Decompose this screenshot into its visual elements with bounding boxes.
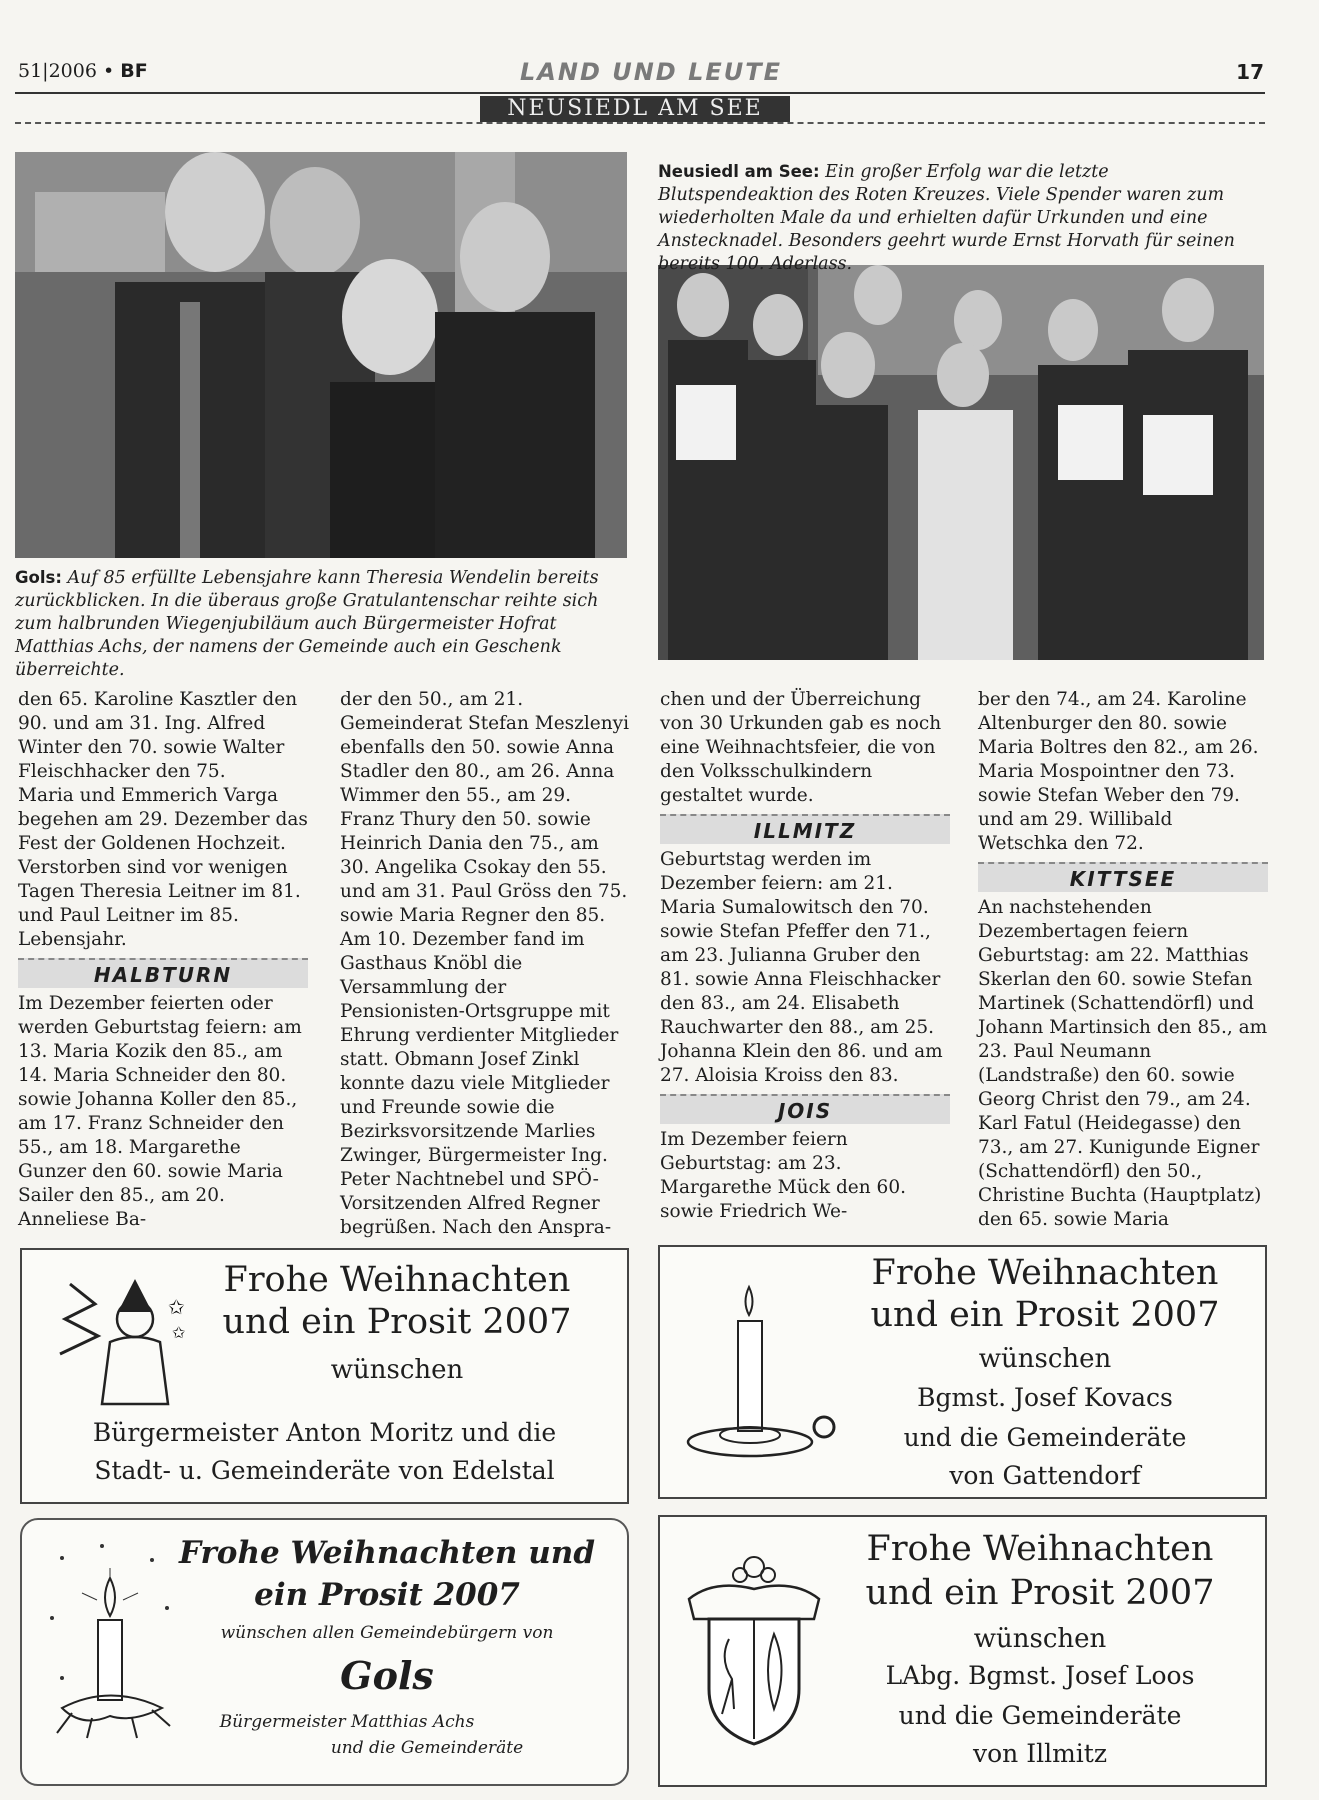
ad-illmitz — [658, 1515, 1267, 1787]
santa-claus-icon — [40, 1264, 190, 1414]
ad-illmitz-sign-1: LAbg. Bgmst. Josef Loos — [885, 1661, 1195, 1690]
article-column-3 — [660, 688, 950, 1224]
ad-gols-sign-2: und die Gemeinderäte — [330, 1738, 524, 1758]
caption-gols-lead: Gols: — [15, 568, 62, 587]
jois-text: Im Dezember feiern Geburtstag: am 23. Margarethe Mück den 60. sowie Friedrich We- — [660, 1129, 906, 1222]
ad-illmitz-sign-2: und die Gemeinderäte — [898, 1701, 1182, 1730]
article-column-1 — [18, 688, 308, 1232]
article-column-4 — [978, 688, 1268, 1232]
halbturn-text: Im Dezember feierten oder werden Geburtstag feiern: am 13. Maria Kozik den 85., am 14. Maria Schneider den 80. sowie Johanna Koller den 85., am 17. Franz Schneider den 55., am 18. Margarethe Gunzer den 60. sowie Maria Sailer den 85., am 20. Anneliese Ba- — [18, 993, 302, 1230]
column-2-text-a: der den 50., am 21. Gemeinderat Stefan Meszlenyi ebenfalls den 50. sowie Anna Stadler den 80., am 26. Anna Wimmer den 55., am 29. Franz Thury den 50. sowie Heinrich Dania den 75., am 30. Angelika Csokay den 55. und am 31. Paul Gröss den 75. sowie Maria Regner den 85. — [340, 689, 630, 926]
ad-gols — [20, 1518, 629, 1786]
heading-jois: JOIS — [660, 1094, 950, 1124]
ad-gattendorf-wish: wünschen — [978, 1344, 1112, 1374]
brand-label: BF — [120, 60, 148, 82]
ad-illmitz-greeting-1: Frohe Weihnachten — [866, 1529, 1214, 1569]
ad-illmitz-greeting-2: und ein Prosit 2007 — [865, 1573, 1215, 1613]
ad-gols-greeting-2: ein Prosit 2007 — [254, 1577, 520, 1613]
ad-gols-wish: wünschen allen Gemeindebürgern von — [220, 1623, 554, 1643]
column-2-text-b: Am 10. Dezember fand im Gasthaus Knöbl die Versammlung der Pensionisten-Ortsgruppe mit Ehrung verdienter Mitglieder statt. Obmann Josef Zinkl konnte dazu viele Mitglieder und Freunde sowie die Bezirksvorsitzende Marlies Zwinger, Bürgermeister Ing. Peter Nachtnebel und SPÖ-Vorsitzenden Alfred Regner begrüßen. Nach den Anspra- — [340, 929, 619, 1238]
ad-gattendorf-greeting-2: und ein Prosit 2007 — [870, 1295, 1220, 1335]
photo-gols — [15, 152, 627, 558]
column-1-text-b: Maria und Emmerich Varga begehen am 29. Dezember das Fest der Goldenen Hochzeit. Verstorben sind vor wenigen Tagen Theresia Leitner im 81. und Paul Leitner im 85. Lebensjahr. — [18, 785, 308, 950]
rubric-title: LAND UND LEUTE — [520, 58, 783, 86]
ad-gattendorf — [658, 1245, 1267, 1499]
page-number: 17 — [1236, 60, 1264, 84]
column-4-text-a: ber den 74., am 24. Karoline Altenburger den 80. sowie Maria Boltres den 82., am 26. Maria Mospointner den 73. sowie Stefan Weber den 79. und am 29. Willibald Wetschka den 72. — [978, 689, 1259, 854]
ad-gattendorf-sign-1: Bgmst. Josef Kovacs — [917, 1383, 1173, 1412]
illmitz-text: Geburtstag werden im Dezember feiern: am 21. Maria Sumalowitsch den 70. sowie Stefan Pfeffer den 71., am 23. Julianna Gruber den 81. sowie Anna Fleischhacker den 83., am 24. Elisabeth Rauchwarter den 88., am 25. Johanna Klein den 86. und am 27. Aloisia Kroiss den 83. — [660, 849, 943, 1086]
issue-folio: 51|2006 • BF — [18, 60, 148, 82]
svg-text:✩: ✩ — [172, 1323, 186, 1342]
heading-illmitz: ILLMITZ — [660, 814, 950, 844]
ad-gattendorf-sign-3: von Gattendorf — [949, 1461, 1141, 1490]
ad-edelstal-greeting-1: Frohe Weihnachten — [223, 1260, 571, 1300]
ad-gols-town: Gols — [340, 1653, 434, 1698]
ad-gols-sign-1: Bürgermeister Matthias Achs — [219, 1712, 475, 1732]
candle-icon — [676, 1277, 846, 1477]
ad-edelstal-sign-1: Bürgermeister Anton Moritz und die — [92, 1418, 557, 1447]
caption-neusiedl-lead: Neusiedl am See: — [658, 162, 820, 181]
coat-of-arms-icon — [674, 1549, 834, 1749]
ad-edelstal-greeting-2: und ein Prosit 2007 — [222, 1302, 572, 1342]
ad-gattendorf-greeting-1: Frohe Weihnachten — [871, 1253, 1219, 1293]
section-title: NEUSIEDL AM SEE — [480, 96, 790, 122]
svg-text:✩: ✩ — [168, 1295, 185, 1319]
article-column-2 — [340, 688, 630, 1240]
kittsee-text: An nachstehenden Dezembertagen feiern Geburtstag: am 22. Matthias Skerlan den 60. sowie Stefan Martinek (Schattendörfl) und Johann Martinsich den 85., am 23. Paul Neumann (Landstraße) den 60. sowie Georg Christ den 79., am 24. Karl Fatul (Heidegasse) den 73., am 27. Kunigunde Eigner (Schattendörfl) den 50., Christine Buchta (Hauptplatz) den 65. sowie Maria — [978, 897, 1268, 1230]
ad-edelstal — [20, 1248, 629, 1504]
ad-gols-greeting-1: Frohe Weihnachten und — [178, 1535, 596, 1571]
heading-kittsee: KITTSEE — [978, 862, 1268, 892]
ad-edelstal-sign-2: Stadt- u. Gemeinderäte von Edelstal — [94, 1456, 555, 1485]
caption-neusiedl-text: Ein großer Erfolg war die letzte Blutspendeaktion des Roten Kreuzes. Viele Spender waren zum wiederholten Male da und erhielten dafür Urkunden und eine Anstecknadel. Besonders geehrt wurde Ernst Horvath für seinen bereits 100. Aderlass. — [658, 162, 1235, 274]
column-1-text-a: den 65. Karoline Kasztler den 90. und am 31. Ing. Alfred Winter den 70. sowie Walter Fleischhacker den 75. — [18, 689, 298, 782]
issue-number: 51|2006 — [18, 60, 97, 82]
caption-gols — [15, 566, 627, 682]
ad-gattendorf-sign-2: und die Gemeinderäte — [903, 1423, 1187, 1452]
caption-gols-text: Auf 85 erfüllte Lebensjahre kann Theresia Wendelin bereits zurückblicken. In die überaus große Gratulantenschar reihte sich zum halbrunden Wiegenjubiläum auch Bürgermeister Hofrat Matthias Achs, der namens der Gemeinde auch ein Geschenk überreichte. — [15, 568, 599, 680]
column-3-text-a: chen und der Überreichung von 30 Urkunden gab es noch eine Weihnachtsfeier, die von den Volksschulkindern gestaltet wurde. — [660, 689, 942, 806]
ad-illmitz-sign-3: von Illmitz — [972, 1739, 1107, 1768]
caption-neusiedl — [658, 160, 1264, 276]
heading-halbturn: HALBTURN — [18, 958, 308, 988]
header-rule — [15, 92, 1265, 94]
ad-edelstal-wish: wünschen — [330, 1355, 464, 1385]
ad-illmitz-wish: wünschen — [973, 1624, 1107, 1654]
photo-neusiedl — [658, 265, 1264, 660]
